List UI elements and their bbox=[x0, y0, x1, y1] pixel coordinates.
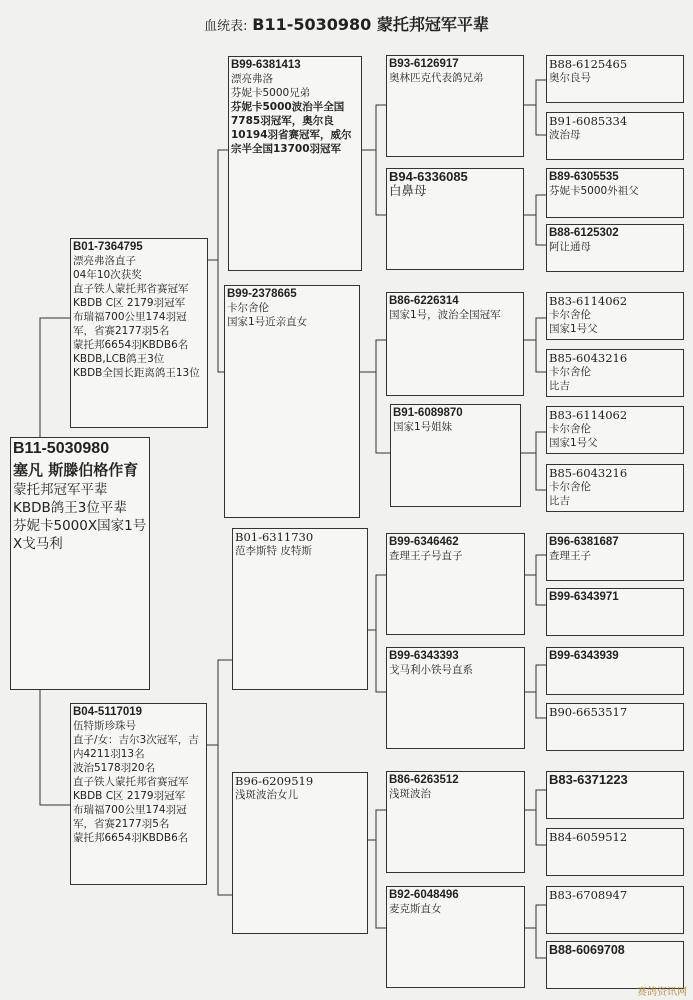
dam-line: 布瑞福700公里174羽冠军，省赛2177羽5名 bbox=[73, 804, 187, 830]
great-grandparent-box bbox=[386, 168, 524, 270]
page-title bbox=[0, 12, 693, 35]
great-grandparent-ring: B86-6263512 bbox=[389, 774, 459, 786]
gg-grandparent-ring: B83-6114062 bbox=[549, 294, 628, 308]
gg-grandparent-box bbox=[546, 703, 684, 751]
great-grandparent-box bbox=[386, 292, 524, 396]
gg-grandparent-ring: B99-6343939 bbox=[549, 650, 619, 662]
great-grandparent-line: 浅斑波治 bbox=[389, 788, 431, 800]
great-grandparent-line: 查理王子号直子 bbox=[389, 550, 463, 562]
great-grandparent-line: 麦克斯直女 bbox=[389, 903, 442, 915]
dam-box bbox=[70, 703, 207, 885]
dam-line: 直子/女：吉尔3次冠军，吉内4211羽13名 bbox=[73, 734, 199, 760]
great-grandparent-line: 戈马利小铁号直系 bbox=[389, 664, 473, 676]
sire-line: 漂亮弗洛直子 bbox=[73, 255, 136, 267]
sire-line: KBDB C区 2179羽冠军 bbox=[73, 297, 186, 309]
gg-grandparent-box bbox=[546, 647, 684, 695]
gg-grandparent-line: 国家1号父 bbox=[549, 323, 598, 335]
gg-grandparent-box bbox=[546, 588, 684, 636]
great-grandparent-ring: B99-6346462 bbox=[389, 536, 459, 548]
watermark-logo: 赛鸽资讯网 bbox=[637, 987, 687, 998]
great-grandparent-ring: B91-6089870 bbox=[393, 407, 463, 419]
great-grandparent-line: 奥林匹克代表鸽兄弟 bbox=[389, 72, 484, 84]
grandparent-ring: B99-6381413 bbox=[231, 59, 301, 71]
gg-grandparent-box bbox=[546, 406, 684, 454]
gg-grandparent-line: 奥尔良号 bbox=[549, 72, 591, 84]
grandparent-box bbox=[232, 772, 368, 934]
gg-grandparent-box bbox=[546, 941, 684, 989]
grandparent-box bbox=[228, 56, 362, 271]
great-grandparent-box bbox=[386, 55, 524, 157]
gg-grandparent-ring: B83-6371223 bbox=[549, 772, 628, 787]
grandparent-ring: B99-2378665 bbox=[227, 288, 297, 300]
grandparent-line: 浅斑波治女儿 bbox=[235, 789, 298, 801]
gg-grandparent-box bbox=[546, 533, 684, 581]
great-grandparent-box bbox=[386, 533, 525, 635]
gg-grandparent-box bbox=[546, 828, 684, 876]
great-grandparent-ring: B92-6048496 bbox=[389, 889, 459, 901]
gg-grandparent-box bbox=[546, 464, 684, 512]
gg-grandparent-ring: B85-6043216 bbox=[549, 351, 628, 365]
sire-line: 04年10次获奖 bbox=[73, 269, 142, 281]
gg-grandparent-line: 国家1号父 bbox=[549, 437, 598, 449]
subject-line: KBDB鸽王3位平辈 bbox=[13, 500, 127, 516]
gg-grandparent-line: 卡尔舍伦 bbox=[549, 423, 591, 435]
dam-line: 直子铁人蒙托邦省赛冠军 bbox=[73, 776, 189, 788]
gg-grandparent-ring: B88-6069708 bbox=[549, 943, 625, 957]
title-prefix: 血统表: bbox=[204, 19, 248, 34]
gg-grandparent-line: 波治母 bbox=[549, 129, 581, 141]
gg-grandparent-box bbox=[546, 224, 684, 272]
grandparent-ring: B96-6209519 bbox=[235, 774, 314, 788]
sire-line: KBDB全国长距离鸽王13位 bbox=[73, 367, 200, 379]
dam-line: 波治5178羽20名 bbox=[73, 762, 156, 774]
sire-line: KBDB,LCB鸽王3位 bbox=[73, 353, 165, 365]
gg-grandparent-line: 查理王子 bbox=[549, 550, 591, 562]
gg-grandparent-ring: B89-6305535 bbox=[549, 171, 619, 183]
gg-grandparent-line: 卡尔舍伦 bbox=[549, 481, 591, 493]
gg-grandparent-box bbox=[546, 349, 684, 397]
dam-line: KBDB C区 2179羽冠军 bbox=[73, 790, 186, 802]
subject-line: 芬妮卡5000X国家1号X戈马利 bbox=[13, 518, 147, 552]
gg-grandparent-box bbox=[546, 292, 684, 340]
sire-line: 布瑞福700公里174羽冠军，省赛2177羽5名 bbox=[73, 311, 187, 337]
great-grandparent-line: 国家1号姐妹 bbox=[393, 421, 453, 433]
gg-grandparent-ring: B85-6043216 bbox=[549, 466, 628, 480]
gg-grandparent-box bbox=[546, 771, 684, 819]
gg-grandparent-ring: B90-6653517 bbox=[549, 705, 628, 719]
title-main: B11-5030980 蒙托邦冠军平辈 bbox=[252, 15, 489, 34]
grandparent-box bbox=[224, 285, 360, 518]
grandparent-line: 卡尔舍伦 bbox=[227, 302, 269, 314]
grandparent-line: 芬妮卡5000兄弟 bbox=[231, 87, 311, 99]
subject-name: 塞凡 斯滕伯格作育 bbox=[13, 461, 139, 479]
great-grandparent-ring: B86-6226314 bbox=[389, 295, 459, 307]
great-grandparent-ring: B93-6126917 bbox=[389, 58, 459, 70]
grandparent-line: 漂亮弗洛 bbox=[231, 73, 273, 85]
subject-box bbox=[10, 437, 150, 690]
gg-grandparent-ring: B84-6059512 bbox=[549, 830, 628, 844]
sire-line: 蒙托邦6654羽KBDB6名 bbox=[73, 339, 189, 351]
great-grandparent-ring: B94-6336085 bbox=[389, 169, 468, 184]
great-grandparent-box bbox=[386, 771, 525, 873]
grandparent-line: 范李斯特 皮特斯 bbox=[235, 545, 312, 557]
grandparent-line: 国家1号近亲直女 bbox=[227, 316, 308, 328]
gg-grandparent-line: 卡尔舍伦 bbox=[549, 309, 591, 321]
gg-grandparent-line: 芬妮卡5000外祖父 bbox=[549, 185, 639, 197]
gg-grandparent-box bbox=[546, 55, 684, 103]
gg-grandparent-line: 比吉 bbox=[549, 495, 570, 507]
gg-grandparent-box bbox=[546, 112, 684, 160]
gg-grandparent-ring: B96-6381687 bbox=[549, 536, 619, 548]
subject-ring: B11-5030980 bbox=[13, 440, 110, 457]
gg-grandparent-line: 阿让通母 bbox=[549, 241, 591, 253]
subject-line: 蒙托邦冠军平辈 bbox=[13, 482, 108, 498]
gg-grandparent-ring: B88-6125465 bbox=[549, 57, 628, 71]
great-grandparent-box bbox=[386, 647, 525, 749]
grandparent-line: 芬妮卡5000波治半全国7785羽冠军，奥尔良10194羽省赛冠军，威尔宗半全国13700羽冠军 bbox=[231, 101, 352, 155]
great-grandparent-box bbox=[386, 886, 525, 988]
sire-ring: B01-7364795 bbox=[73, 241, 143, 253]
grandparent-ring: B01-6311730 bbox=[235, 530, 314, 544]
gg-grandparent-ring: B83-6708947 bbox=[549, 888, 628, 902]
gg-grandparent-ring: B83-6114062 bbox=[549, 408, 628, 422]
dam-ring: B04-5117019 bbox=[73, 706, 143, 718]
grandparent-box bbox=[232, 528, 368, 690]
great-grandparent-line: 国家1号，波治全国冠军 bbox=[389, 309, 501, 321]
great-grandparent-box bbox=[390, 404, 521, 507]
sire-line: 直子铁人蒙托邦省赛冠军 bbox=[73, 283, 189, 295]
gg-grandparent-line: 比吉 bbox=[549, 380, 570, 392]
gg-grandparent-ring: B91-6085334 bbox=[549, 114, 628, 128]
great-grandparent-ring: B99-6343393 bbox=[389, 650, 459, 662]
gg-grandparent-ring: B99-6343971 bbox=[549, 591, 619, 603]
sire-box bbox=[70, 238, 208, 428]
gg-grandparent-box bbox=[546, 886, 684, 934]
gg-grandparent-ring: B88-6125302 bbox=[549, 227, 619, 239]
dam-line: 伍特斯珍珠号 bbox=[73, 720, 136, 732]
gg-grandparent-box bbox=[546, 168, 684, 218]
dam-line: 蒙托邦6654羽KBDB6名 bbox=[73, 832, 189, 844]
great-grandparent-line: 白鼻母 bbox=[389, 183, 427, 198]
gg-grandparent-line: 卡尔舍伦 bbox=[549, 366, 591, 378]
